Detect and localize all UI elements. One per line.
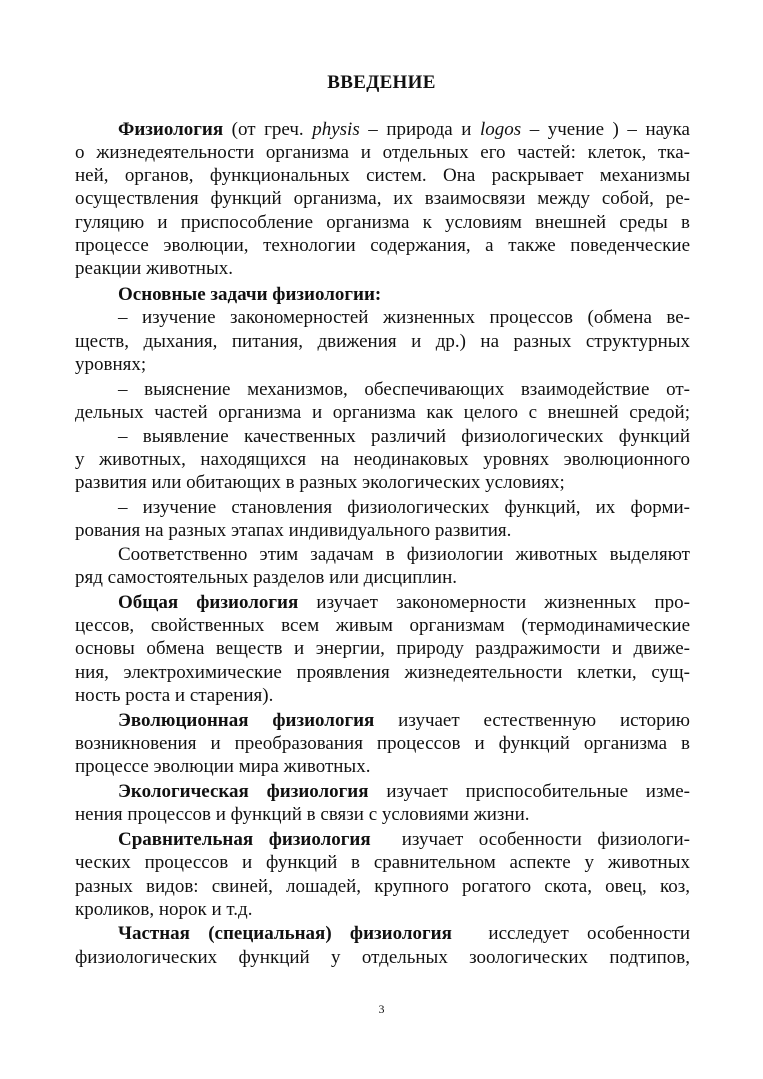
text-line: ность роста и старения). (75, 685, 274, 706)
page-number: 3 (378, 1002, 385, 1016)
text-line: нения процессов и функций в связи с условиями жизни. (75, 804, 530, 825)
text-line: развития или обитающих в разных экологических условиях; (75, 472, 565, 493)
list-item-line: – изучение становления физиологических функций, их форми- (118, 497, 690, 518)
section-heading: Основные задачи физиологии: (118, 284, 382, 305)
list-item-line: – изучение закономерностей жизненных процессов (обмена ве- (118, 307, 690, 328)
term-ecological-physiology: Экологическая физиология (118, 781, 369, 802)
text-line: процессе эволюции, технологии содержания, а также поведенческие (75, 235, 690, 256)
term-physiology: Физиология (118, 119, 224, 140)
text-line: Частная (специальная) физиология исследует особенности (118, 923, 690, 944)
term-comparative-physiology: Сравнительная физиология (118, 829, 371, 850)
text-line: процессе эволюции мира животных. (75, 756, 371, 777)
term-logos: logos (479, 119, 522, 140)
text-line: Соответственно этим задачам в физиологии животных выделяют (118, 544, 690, 565)
text-line: о жизнедеятельности организма и отдельных его частей: клеток, тка- (75, 142, 690, 163)
text-line: возникновения и преобразования процессов и функций организма в (75, 733, 690, 754)
text-line: ществ, дыхания, питания, движения и др.) на разных структурных (75, 331, 690, 352)
text-line: Экологическая физиология изучает приспособительные изме- (118, 781, 690, 802)
text-line: ческих процессов и функций в сравнительном аспекте у животных (75, 852, 690, 873)
list-item-line: – выяснение механизмов, обеспечивающих взаимодействие от- (118, 379, 690, 400)
term-special-physiology: Частная (специальная) физиология (118, 923, 452, 944)
text-line: уровнях; (75, 354, 147, 375)
text-line: Эволюционная физиология изучает естественную историю (118, 710, 691, 731)
text-line: реакции животных. (75, 258, 233, 279)
text-line: ней, органов, функциональных систем. Она раскрывает механизмы (75, 165, 690, 186)
text-line: цессов, свойственных всем живым организмам (термодинамические (75, 615, 690, 636)
text-line: Сравнительная физиология изучает особенности физиологи- (118, 829, 690, 850)
list-item-line: – выявление качественных различий физиологических функций (118, 426, 690, 447)
text-line: у животных, находящихся на неодинаковых уровнях эволюционного (75, 449, 690, 470)
text-line: основы обмена веществ и энергии, природу раздражимости и движе- (75, 638, 690, 659)
text-line: осуществления функций организма, их взаимосвязи между собой, ре- (75, 188, 690, 209)
text-line: кроликов, норок и т.д. (75, 899, 253, 920)
text-line: Общая физиология изучает закономерности жизненных про- (118, 592, 690, 613)
text-line: разных видов: свиней, лошадей, крупного рогатого скота, овец, коз, (75, 876, 690, 897)
text-line: гуляцию и приспособление организма к условиям внешней среды в (75, 212, 690, 233)
text-line: дельных частей организма и организма как целого с внешней средой; (75, 402, 690, 423)
term-evolutionary-physiology: Эволюционная физиология (118, 710, 375, 731)
text-line: Физиология (от греч. physis – природа и logos – учение ) – наука (118, 119, 690, 140)
page-title: ВВЕДЕНИЕ (327, 72, 436, 93)
text-line: физиологических функций у отдельных зоологических подтипов, (75, 947, 690, 968)
text-line: рования на разных этапах индивидуального развития. (75, 520, 512, 541)
text-line: ния, электрохимические проявления жизнедеятельности клетки, сущ- (75, 662, 690, 683)
term-general-physiology: Общая физиология (118, 592, 299, 613)
term-physis: physis (312, 119, 360, 140)
text-line: ряд самостоятельных разделов или дисциплин. (75, 567, 457, 588)
